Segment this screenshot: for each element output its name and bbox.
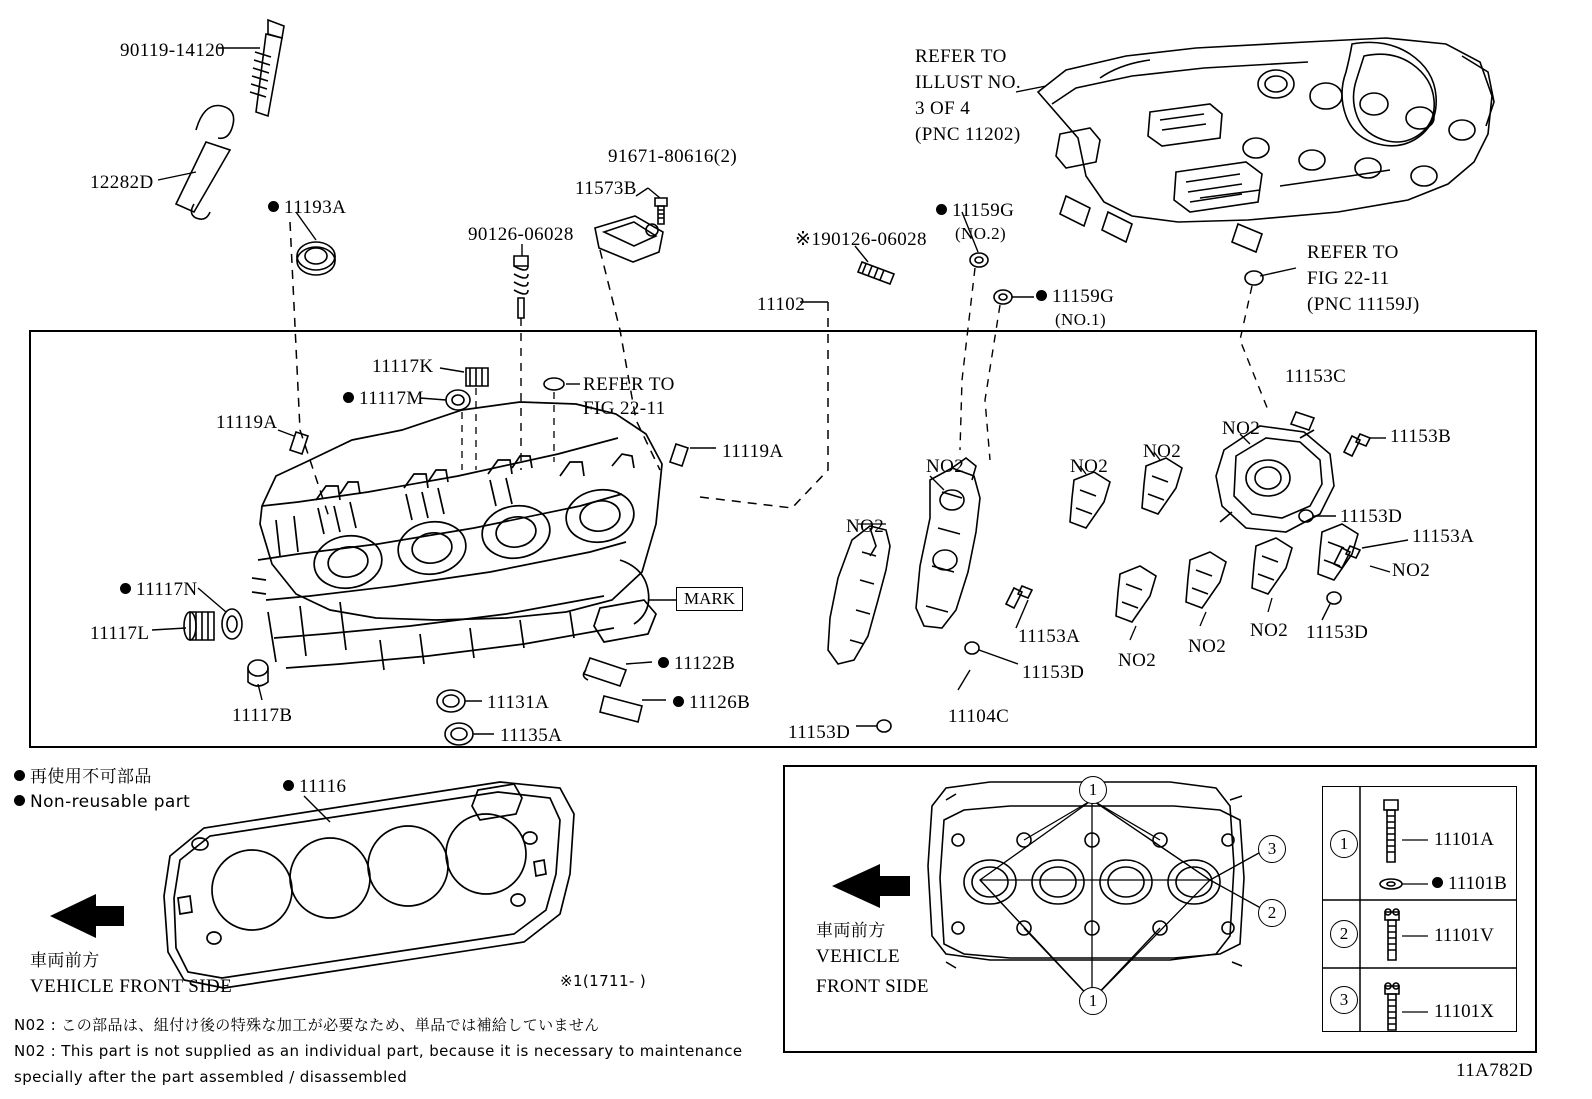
bolt-91671-80616: [655, 198, 667, 224]
nonreusable-dot-icon: [658, 657, 669, 668]
nonreusable-dot-icon: [120, 583, 131, 594]
note-no2-en-1: N02 : This part is not supplied as an individual part, because it is necessary to maintenance: [14, 1042, 743, 1060]
sequence-marker-3: 3: [1258, 835, 1286, 863]
callout-11159g-no2-sub: (NO.2): [955, 224, 1007, 243]
callout-90126-06028: 90126-06028: [468, 224, 574, 245]
callout-11153d-bottom: 11153D: [788, 722, 851, 743]
callout-no2-9: NO2: [1118, 650, 1157, 671]
legend-nonreusable-jp: 再使用不可部品: [14, 762, 152, 787]
stud-90126-06028: [514, 256, 528, 318]
callout-11126b: 11126B: [673, 692, 750, 714]
callout-11135a: 11135A: [500, 725, 563, 746]
ref-fig2211-line1: REFER TO: [1307, 242, 1399, 263]
callout-11153d-right: 11153D: [1340, 506, 1403, 527]
callout-no2-7: NO2: [1250, 620, 1289, 641]
vehicle-front-en-right-2: FRONT SIDE: [816, 976, 929, 997]
part-11159g-no2: [970, 253, 988, 267]
callout-11153a-mid: 11153A: [1018, 626, 1081, 647]
callout-11117m: 11117M: [343, 388, 424, 410]
ref-fig2211-line3: (PNC 11159J): [1307, 294, 1420, 315]
callout-11153d-mid: 11153D: [1022, 662, 1085, 683]
part-12282d: [176, 106, 234, 220]
cylinder-head-cover-illust: [1038, 38, 1494, 252]
vehicle-front-en-right-1: VEHICLE: [816, 946, 901, 967]
torque-code-11101x: 11101X: [1434, 1001, 1494, 1022]
vehicle-front-arrow-left: [50, 894, 124, 938]
callout-11193a: 11193A: [268, 197, 346, 219]
callout-90119-14120: 90119-14120: [120, 40, 226, 61]
callout-11117k: 11117K: [372, 356, 434, 377]
callout-no2-3: NO2: [1143, 441, 1182, 462]
part-11193a-seal: [297, 242, 335, 275]
sequence-marker-1-bottom: 1: [1079, 987, 1107, 1015]
callout-11117b: 11117B: [232, 705, 293, 726]
part-11573b-bracket: [595, 216, 663, 262]
vehicle-front-jp-left: 車両前方: [30, 951, 100, 971]
part-11159g-no1: [994, 290, 1012, 304]
head-gasket-11116: [164, 782, 574, 988]
callout-11131a: 11131A: [487, 692, 550, 713]
torque-row-num-1: 1: [1330, 830, 1358, 858]
callout-11153d-right2: 11153D: [1306, 622, 1369, 643]
main-diagram-box: [29, 330, 1537, 748]
callout-11122b: 11122B: [658, 653, 735, 675]
ref-fig2211-main-line1: REFER TO: [583, 374, 675, 395]
callout-11159g-no1-sub: (NO.1): [1055, 310, 1107, 329]
callout-11159g-no2: 11159G: [936, 200, 1014, 222]
nonreusable-dot-icon: [268, 201, 279, 212]
nonreusable-dot-icon: [14, 795, 25, 806]
nonreusable-dot-icon: [1036, 290, 1047, 301]
callout-11573b: 11573B: [575, 178, 637, 199]
callout-no2-5: NO2: [926, 456, 965, 477]
torque-row-num-3: 3: [1330, 986, 1358, 1014]
nonreusable-dot-icon: [936, 204, 947, 215]
ref-fig2211-main-line2: FIG 22-11: [583, 398, 666, 419]
torque-code-11101a: 11101A: [1434, 829, 1494, 850]
bolt-90119-14120: [250, 20, 284, 116]
legend-nonreusable-en: Non-reusable part: [14, 792, 190, 812]
callout-no2-1: NO2: [1392, 560, 1431, 581]
callout-11119a-right: 11119A: [722, 441, 784, 462]
sequence-marker-2: 2: [1258, 899, 1286, 927]
callout-11153b: 11153B: [1390, 426, 1452, 447]
callout-11117n: 11117N: [120, 579, 198, 601]
nonreusable-dot-icon: [343, 392, 354, 403]
callout-11104c: 11104C: [948, 706, 1010, 727]
ref-illust-line3: 3 OF 4: [915, 98, 971, 119]
callout-11153a-right: 11153A: [1412, 526, 1475, 547]
ref-fig2211-line2: FIG 22-11: [1307, 268, 1390, 289]
callout-no2-4: NO2: [1070, 456, 1109, 477]
callout-11159g-no1: 11159G: [1036, 286, 1114, 308]
callout-11153c: 11153C: [1285, 366, 1347, 387]
note-no2-jp: N02 : この部品は、組付け後の特殊な加工が必要なため、単品では補給していません: [14, 1016, 600, 1034]
callout-11116: 11116: [283, 776, 346, 798]
nonreusable-dot-icon: [283, 780, 294, 791]
mark-label: MARK: [676, 587, 743, 611]
ref-illust-line2: ILLUST NO.: [915, 72, 1022, 93]
torque-row-num-2: 2: [1330, 920, 1358, 948]
torque-code-11101v: 11101V: [1434, 925, 1494, 946]
sequence-marker-1-top: 1: [1079, 776, 1107, 804]
callout-11119a-left: 11119A: [216, 412, 278, 433]
dowel-190126-06028: [858, 262, 894, 284]
ref-illust-line4: (PNC 11202): [915, 124, 1021, 145]
callout-no2-8: NO2: [1188, 636, 1227, 657]
callout-91671-80616: 91671-80616(2): [608, 146, 738, 167]
diagram-id-code: 11A782D: [1456, 1060, 1534, 1081]
callout-190126-06028: ※190126-06028: [795, 229, 927, 250]
torque-code-11101b: 11101B: [1432, 873, 1507, 895]
nonreusable-dot-icon: [14, 770, 25, 781]
nonreusable-dot-icon: [1432, 877, 1443, 888]
ref-illust-line1: REFER TO: [915, 46, 1007, 67]
vehicle-front-jp-right: 車両前方: [816, 921, 886, 941]
vehicle-front-en-left: VEHICLE FRONT SIDE: [30, 976, 233, 997]
callout-11117l: 11117L: [90, 623, 150, 644]
nonreusable-dot-icon: [673, 696, 684, 707]
note-star-1711: ※1(1711- ): [560, 972, 647, 990]
note-no2-en-2: specially after the part assembled / disassembled: [14, 1068, 408, 1086]
callout-no2-6: NO2: [846, 516, 885, 537]
callout-no2-2: NO2: [1222, 418, 1261, 439]
callout-12282d: 12282D: [90, 172, 154, 193]
callout-11102: 11102: [757, 294, 806, 315]
